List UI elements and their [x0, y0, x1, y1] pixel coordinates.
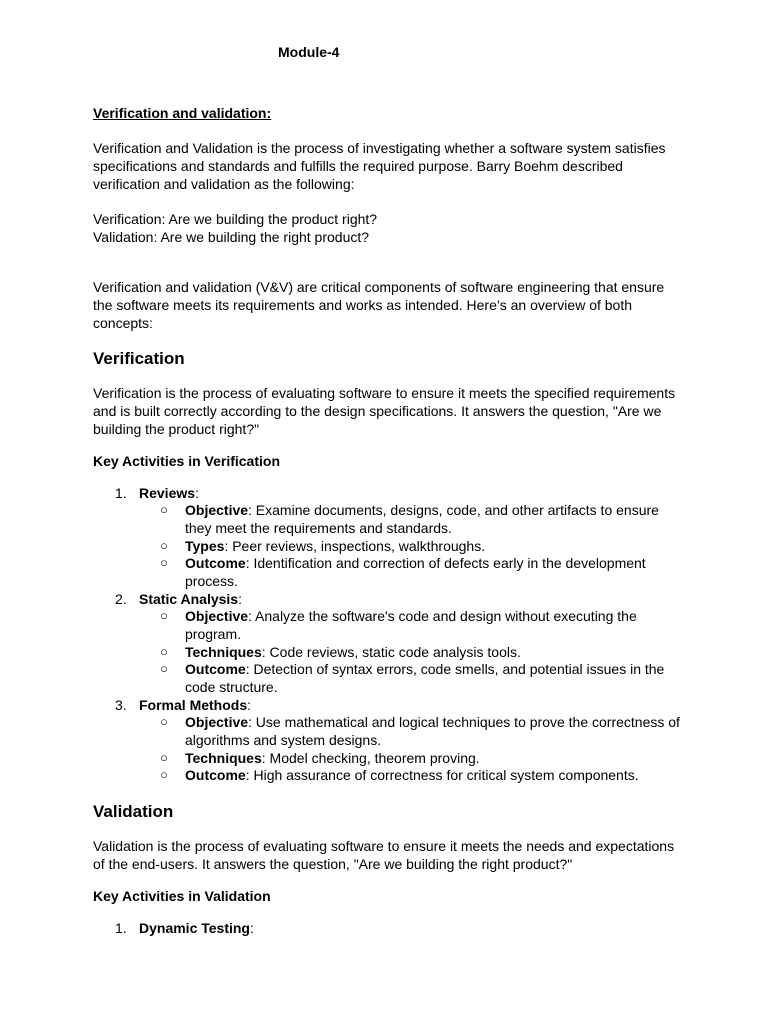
circle-bullet-icon: ○ [160, 502, 168, 517]
module-title: Module-4 [278, 44, 340, 60]
verification-heading: Verification [93, 349, 185, 368]
circle-bullet-icon: ○ [160, 555, 168, 570]
overview-paragraph: Verification and validation (V&V) are critical components of software engineering that ensure the software meets its requirements and works as intended. Here’s an overview of both concepts: [93, 279, 665, 331]
circle-bullet-icon: ○ [160, 644, 168, 659]
circle-bullet-icon: ○ [160, 538, 168, 553]
validation-activities-heading: Key Activities in Validation [93, 888, 271, 904]
list-number: 1. [115, 920, 127, 936]
circle-bullet-icon: ○ [160, 661, 168, 676]
list-item-label: Formal Methods [139, 697, 248, 713]
list-number: 1. [115, 485, 127, 501]
document-page: Module-4 Verification and validation: Verification and Validation is the process of investigating whether a software system satisfies specifications and standards and fulfills the required purpose. Barry Boehm described verification and validation as the following: Verification: Are we building the product right? Validation: Are we building the right product? Verification and validation (V&V) are critical components of software engineering that ensure the software meets its requirements and works as intended. Here’s an overview of both concepts: Verification Verification is the process of evaluating software to ensure it meets the specified requirements and is built correctly according to the design specifications. It answers the question, "Are we building the product right?" Key Activities in Verification 1. Reviews: ○ Objective: Examine documents, designs, code, and other artifacts to ensure they meet the requirements and standards. ○ Types: Peer reviews, inspections, walkthroughs. ○ Outcome: Identification and correction of defects early in the development process. 2. Static Analysis: ○ Objective: Analyze the software's code and design without executing the program. ○ Techniques: Code reviews, static code analysis tools. ○ Outcome: Detection of syntax errors, code smells, and potential issues in the code structure. 3. Formal Methods: ○ Objective: Use mathematical and logical techniques to prove the correctness of algorithms and system designs. ○ Techniques: Model checking, theorem proving. ○ Outcome: High assurance of correctness for critical system components. Validation Validation is the process of evaluating software to ensure it meets the needs and expectations of the end-users. It answers the question, "Are we building the right product?" Key Activities in Validation 1. Dynamic Testing: [0, 0, 768, 1024]
intro-paragraph: Verification and Validation is the process of investigating whether a software system satisfies specifications and standards and fulfills the required purpose. Barry Boehm described verification and validation as the following: [93, 140, 666, 192]
boehm-validation-line: Validation: Are we building the right product? [93, 229, 370, 245]
list-number: 3. [115, 697, 127, 713]
circle-bullet-icon: ○ [160, 714, 168, 729]
circle-bullet-icon: ○ [160, 767, 168, 782]
validation-description: Validation is the process of evaluating software to ensure it meets the needs and expectations of the end-users. It answers the question, "Are we building the right product?" [93, 838, 675, 872]
list-item-label: Reviews [139, 485, 196, 501]
section-heading-vv: Verification and validation: [93, 105, 272, 121]
verification-activities-heading: Key Activities in Verification [93, 453, 280, 469]
list-item-label: Static Analysis [139, 591, 239, 607]
list-number: 2. [115, 591, 127, 607]
validation-heading: Validation [93, 802, 174, 821]
circle-bullet-icon: ○ [160, 750, 168, 765]
list-item-label: Dynamic Testing [139, 920, 250, 936]
boehm-verification-line: Verification: Are we building the product right? [93, 211, 378, 227]
verification-description: Verification is the process of evaluating software to ensure it meets the specified requirements and is built correctly according to the design specifications. It answers the question, "Are we building the product right?" [93, 385, 676, 437]
circle-bullet-icon: ○ [160, 608, 168, 623]
